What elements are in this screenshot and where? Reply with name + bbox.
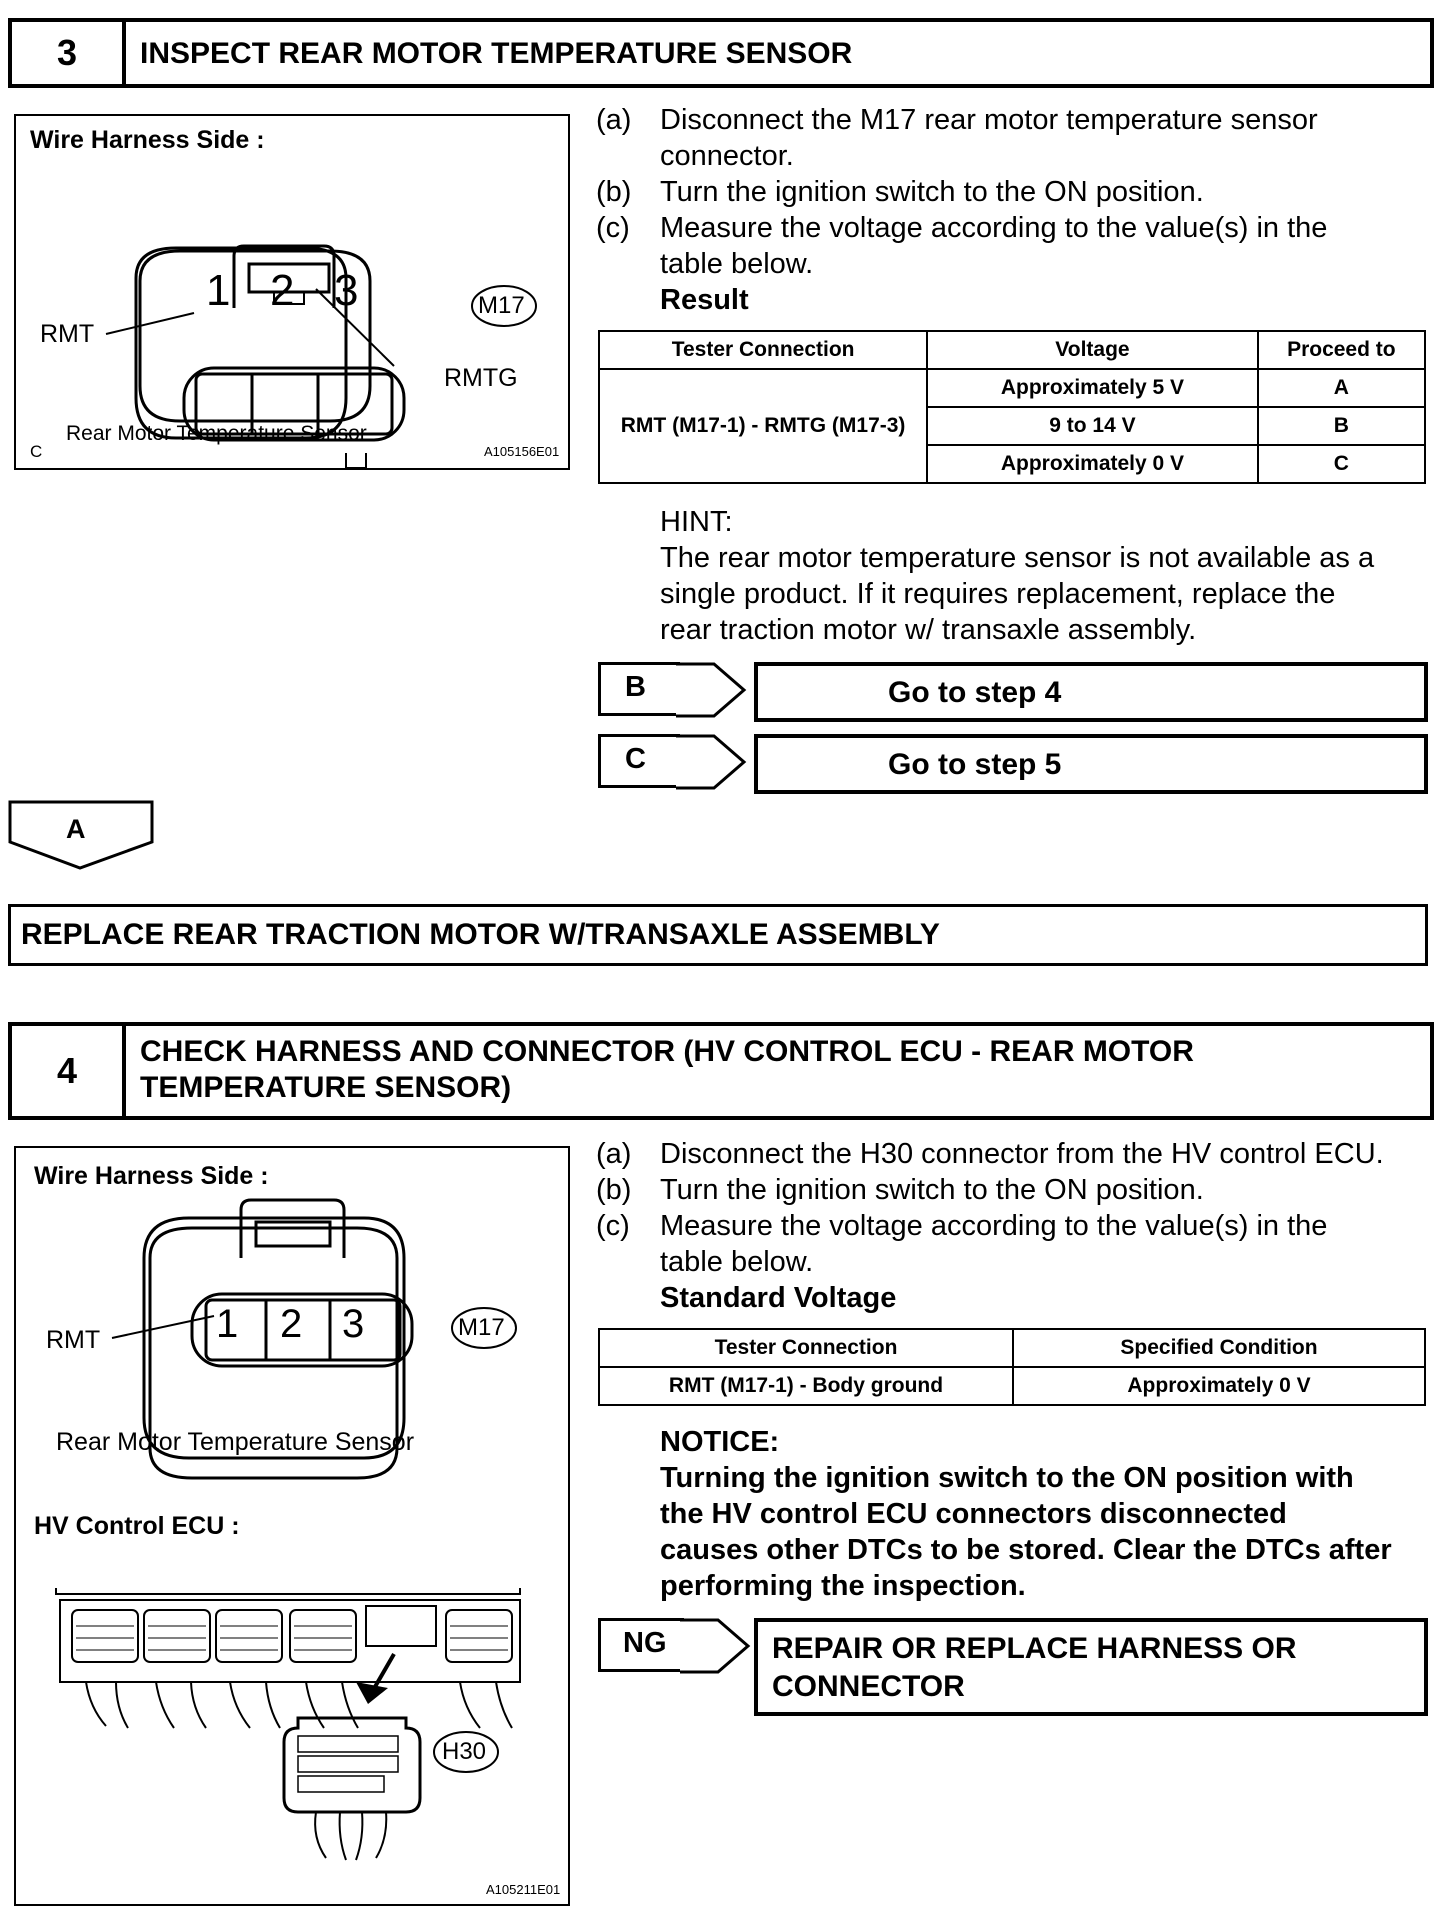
branch-code-c: C	[598, 734, 680, 788]
step4-ecu-heading: HV Control ECU :	[34, 1512, 240, 1540]
table-cell: C	[1258, 445, 1425, 483]
hint-label: HINT:	[660, 506, 733, 538]
step3-figure-id: A105156E01	[484, 444, 560, 459]
step3-pin-label-rmtg: RMTG	[444, 364, 518, 392]
step3-corner-mark: C	[30, 442, 43, 461]
step4-pin-1: 1	[216, 1302, 239, 1346]
step3-pin-3: 3	[334, 266, 359, 315]
table-cell: Approximately 0 V	[927, 445, 1257, 483]
step4-instructions	[596, 1136, 1446, 1316]
step3-result-table	[598, 330, 1426, 484]
step4-pin-3: 3	[342, 1302, 365, 1346]
step3-result-label: Result	[660, 284, 749, 316]
step4-instruction-c: (c) Measure the voltage according to the value(s) in the table below.	[596, 1210, 1328, 1278]
branch-arrow-ng	[680, 1618, 752, 1674]
notice-label: NOTICE:	[660, 1426, 780, 1458]
step3-instruction-c: (c) Measure the voltage according to the value(s) in the table below.	[596, 212, 1328, 280]
step3-figure-heading: Wire Harness Side :	[30, 126, 265, 154]
step3-pin-2: 2	[270, 266, 295, 315]
repair-or-replace-harness-button[interactable]: REPAIR OR REPLACE HARNESS OR CONNECTOR	[754, 1618, 1428, 1716]
branch-arrow-b	[676, 662, 748, 718]
step4-instruction-b: (b) Turn the ignition switch to the ON position.	[596, 1174, 1204, 1206]
step4-pin-2: 2	[280, 1302, 303, 1346]
table-header: Tester Connection	[599, 1329, 1013, 1367]
table-cell: Approximately 0 V	[1013, 1367, 1425, 1405]
table-header: Tester Connection	[599, 331, 927, 369]
branch-code-ng: NG	[598, 1618, 684, 1672]
step4-voltage-table	[598, 1328, 1426, 1406]
branch-arrow-c	[676, 734, 748, 790]
table-header: Specified Condition	[1013, 1329, 1425, 1367]
step4-figure-id: A105211E01	[486, 1882, 561, 1897]
table-cell: Approximately 5 V	[927, 369, 1257, 407]
table-header: Proceed to	[1258, 331, 1425, 369]
step3-instruction-a: (a) Disconnect the M17 rear motor temperature sensor connector.	[596, 104, 1318, 172]
step4-header	[8, 1022, 1434, 1120]
step4-ecu-connector-code: H30	[442, 1738, 487, 1765]
step4-number: 4	[12, 1026, 126, 1116]
step3-pin-label-rmt: RMT	[40, 320, 95, 348]
step4-connector-code: M17	[458, 1314, 505, 1341]
go-to-step-5-button[interactable]: Go to step 5	[754, 734, 1428, 794]
step3-figure-caption: Rear Motor Temperature Sensor	[66, 422, 367, 445]
step4-instruction-a: (a) Disconnect the H30 connector from the HV control ECU.	[596, 1138, 1384, 1170]
step4-figure-caption: Rear Motor Temperature Sensor	[56, 1428, 415, 1456]
step3-figure	[14, 114, 570, 470]
step3-connector-code: M17	[478, 292, 525, 319]
table-header: Voltage	[927, 331, 1257, 369]
replace-rear-traction-motor-button[interactable]: REPLACE REAR TRACTION MOTOR W/TRANSAXLE ASSEMBLY	[8, 904, 1428, 966]
step4-notice: NOTICE: Turning the ignition switch to the ON position with the HV control ECU connectors disconnected causes other DTCs to be stored. Clear the DTCs after performing the inspection.	[660, 1424, 1440, 1604]
step4-figure	[14, 1146, 570, 1906]
step3-number: 3	[12, 22, 126, 84]
go-to-step-4-button[interactable]: Go to step 4	[754, 662, 1428, 722]
step3-header	[8, 18, 1434, 88]
table-cell: B	[1258, 407, 1425, 445]
step4-pin-label-rmt: RMT	[46, 1326, 101, 1354]
step4-figure-heading: Wire Harness Side :	[34, 1162, 269, 1190]
table-cell: 9 to 14 V	[927, 407, 1257, 445]
step3-pin-1: 1	[206, 266, 231, 315]
flow-code-a: A	[66, 814, 86, 844]
branch-code-b: B	[598, 662, 680, 716]
table-cell: RMT (M17-1) - Body ground	[599, 1367, 1013, 1405]
step3-instructions	[596, 102, 1436, 318]
table-cell-connection: RMT (M17-1) - RMTG (M17-3)	[599, 369, 927, 483]
step3-title: INSPECT REAR MOTOR TEMPERATURE SENSOR	[140, 37, 853, 70]
step4-title: CHECK HARNESS AND CONNECTOR (HV CONTROL ECU - REAR MOTOR TEMPERATURE SENSOR)	[140, 1035, 1194, 1104]
step3-instruction-b: (b) Turn the ignition switch to the ON position.	[596, 176, 1204, 208]
table-cell: A	[1258, 369, 1425, 407]
step3-hint: HINT: The rear motor temperature sensor is not available as a single product. If it requires replacement, replace the rear traction motor w/ transaxle assembly.	[660, 504, 1440, 648]
step4-standard-label: Standard Voltage	[660, 1282, 897, 1314]
